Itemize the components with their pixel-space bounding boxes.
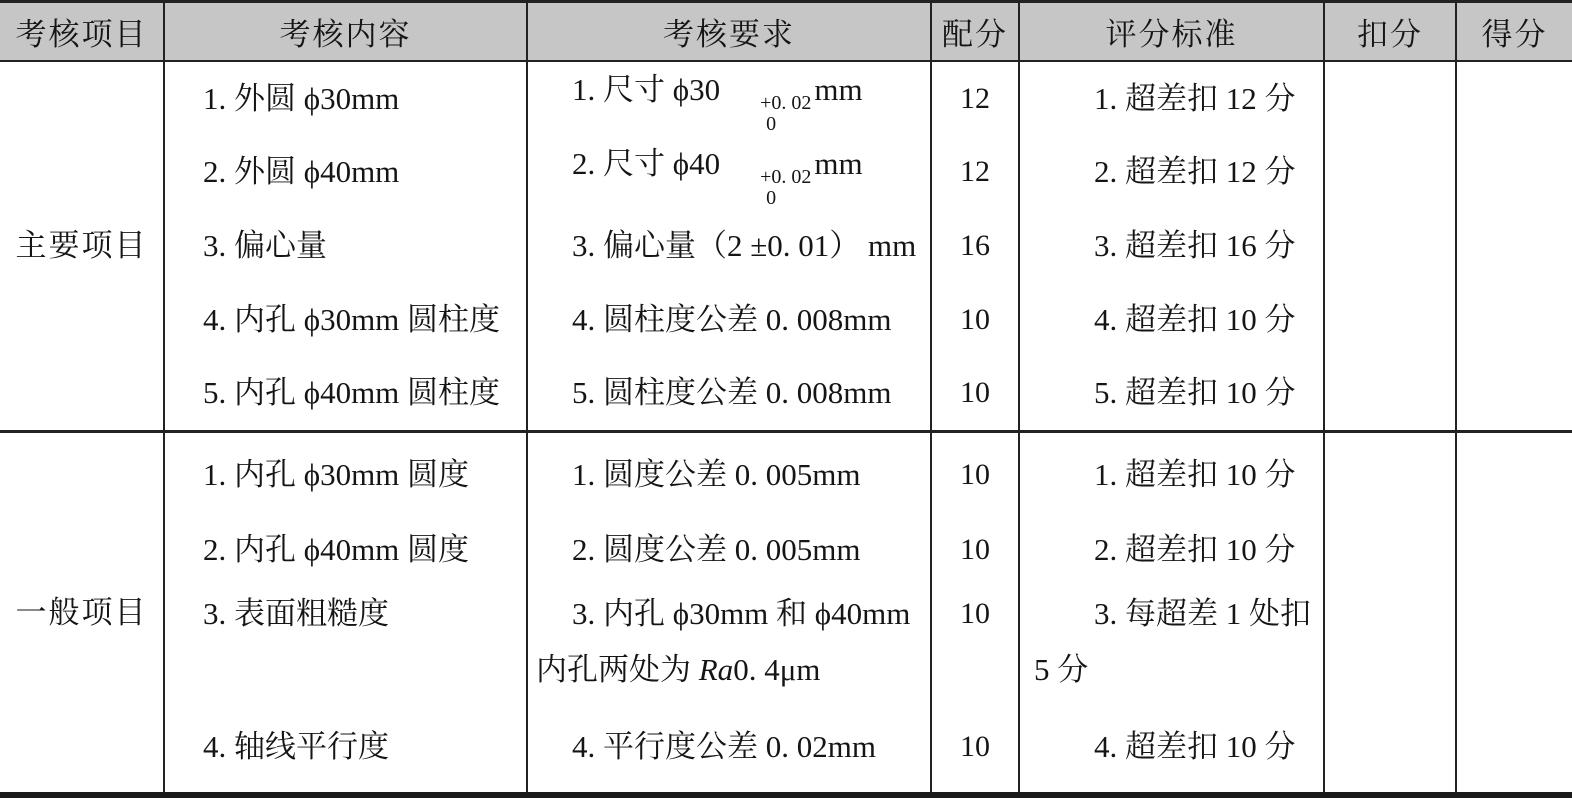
content-cell [165,583,528,701]
req-text: 1. 尺寸 ϕ30 [572,72,721,108]
text-line: 3. 超差扣 16 分 [1094,227,1296,263]
text-line: 5 分 [1034,652,1089,687]
req-value: 0. 4μm [733,652,821,687]
text-line: 2. 外圆 ϕ40mm [203,154,400,190]
points-value: 10 [960,376,990,410]
header-cell-item: 考核项目 [0,3,165,60]
criteria-cell [1020,136,1325,210]
text-line: 2. 超差扣 10 分 [1094,532,1296,567]
criteria-cell [1020,283,1325,357]
text-line: 1. 超差扣 12 分 [1094,80,1296,116]
points-cell [932,62,1020,136]
content-cell [165,283,528,357]
points-cell [932,433,1020,517]
requirement-cell [528,283,932,357]
points-cell [932,701,1020,792]
req-unit: mm [814,72,863,108]
points-value: 12 [960,81,990,115]
req-text: 2. 尺寸 ϕ40 [572,145,721,181]
text-line: 1. 圆度公差 0. 005mm [572,457,861,492]
header-cell-points: 配分 [932,3,1020,60]
criteria-cell [1020,701,1325,792]
deduction-cell [1325,62,1457,430]
text-line: 4. 超差扣 10 分 [1094,728,1296,764]
deduction-cell [1325,433,1457,792]
content-cell [165,433,528,517]
score-cell [1457,62,1572,430]
points-value: 16 [960,228,990,262]
text-line: 1. 外圆 ϕ30mm [203,80,400,116]
requirement-cell [528,583,932,701]
text-line: 5. 内孔 ϕ40mm 圆柱度 [203,375,501,411]
text-line: 2. 圆度公差 0. 005mm [572,532,861,567]
content-cell [165,701,528,792]
content-cell [165,517,528,583]
tolerance-lower: 0 [766,113,777,136]
criteria-cell [1020,517,1325,583]
points-value: 10 [960,533,990,566]
text-line: 3. 偏心量（2 ±0. 01） mm [572,227,917,263]
requirement-cell [528,209,932,283]
points-cell [932,136,1020,210]
criteria-cell [1020,62,1325,136]
content-cell [165,62,528,136]
points-cell [932,209,1020,283]
points-cell [932,356,1020,430]
text-line: 5. 圆柱度公差 0. 008mm [572,375,892,411]
req-unit: mm [814,145,863,181]
points-value: 10 [960,729,990,763]
section-label: 主要项目 [0,62,165,430]
tolerance-lower: 0 [766,186,777,209]
points-value: 10 [960,302,990,336]
text-line: 5. 超差扣 10 分 [1094,375,1296,411]
criteria-cell [1020,583,1325,701]
text-line [536,642,928,698]
points-value: 10 [960,597,990,630]
tolerance-stack [724,167,811,209]
criteria-cell [1020,209,1325,283]
header-cell-content: 考核内容 [165,3,528,60]
tolerance-stack [724,93,811,135]
header-cell-criteria: 评分标准 [1020,3,1325,60]
text-line: 1. 内孔 ϕ30mm 圆度 [203,457,470,492]
text-line: 2. 超差扣 12 分 [1094,154,1296,190]
requirement-cell [528,517,932,583]
roughness-symbol: Ra [698,652,734,687]
text-line [536,136,928,209]
text-line: 3. 内孔 ϕ30mm 和 ϕ40mm [572,596,911,631]
tolerance-upper: +0. 02 [760,92,812,115]
text-line: 4. 内孔 ϕ30mm 圆柱度 [203,301,501,337]
header-cell-deduction: 扣分 [1325,3,1457,60]
section-main-items [0,62,1572,433]
points-cell [932,583,1020,701]
requirement-cell [528,701,932,792]
text-line [536,62,928,135]
req-text: 内孔两处为 [536,652,699,687]
requirement-cell [528,62,932,136]
criteria-cell [1020,433,1325,517]
content-cell [165,356,528,430]
points-cell [932,517,1020,583]
text-line: 3. 表面粗糙度 [203,596,389,631]
text-line: 1. 超差扣 10 分 [1094,457,1296,492]
text-line: 4. 超差扣 10 分 [1094,301,1296,337]
score-cell [1457,433,1572,792]
requirement-cell [528,433,932,517]
table-header-row [0,0,1572,62]
points-value: 10 [960,458,990,491]
requirement-cell [528,356,932,430]
criteria-cell [1020,356,1325,430]
content-cell [165,209,528,283]
content-cell [165,136,528,210]
text-line: 4. 轴线平行度 [203,728,389,764]
header-cell-score: 得分 [1481,17,1548,52]
requirement-cell [528,136,932,210]
text-line: 4. 平行度公差 0. 02mm [572,728,876,764]
points-cell [932,283,1020,357]
text-line: 2. 内孔 ϕ40mm 圆度 [203,532,470,567]
tolerance-upper: +0. 02 [760,165,812,188]
section-label: 一般项目 [0,433,165,792]
text-line: 4. 圆柱度公差 0. 008mm [572,301,892,337]
text-line: 3. 每超差 1 处扣 [1094,596,1311,631]
section-general-items [0,433,1572,798]
header-cell-requirement: 考核要求 [528,3,932,60]
text-line: 3. 偏心量 [203,227,327,263]
points-value: 12 [960,155,990,189]
